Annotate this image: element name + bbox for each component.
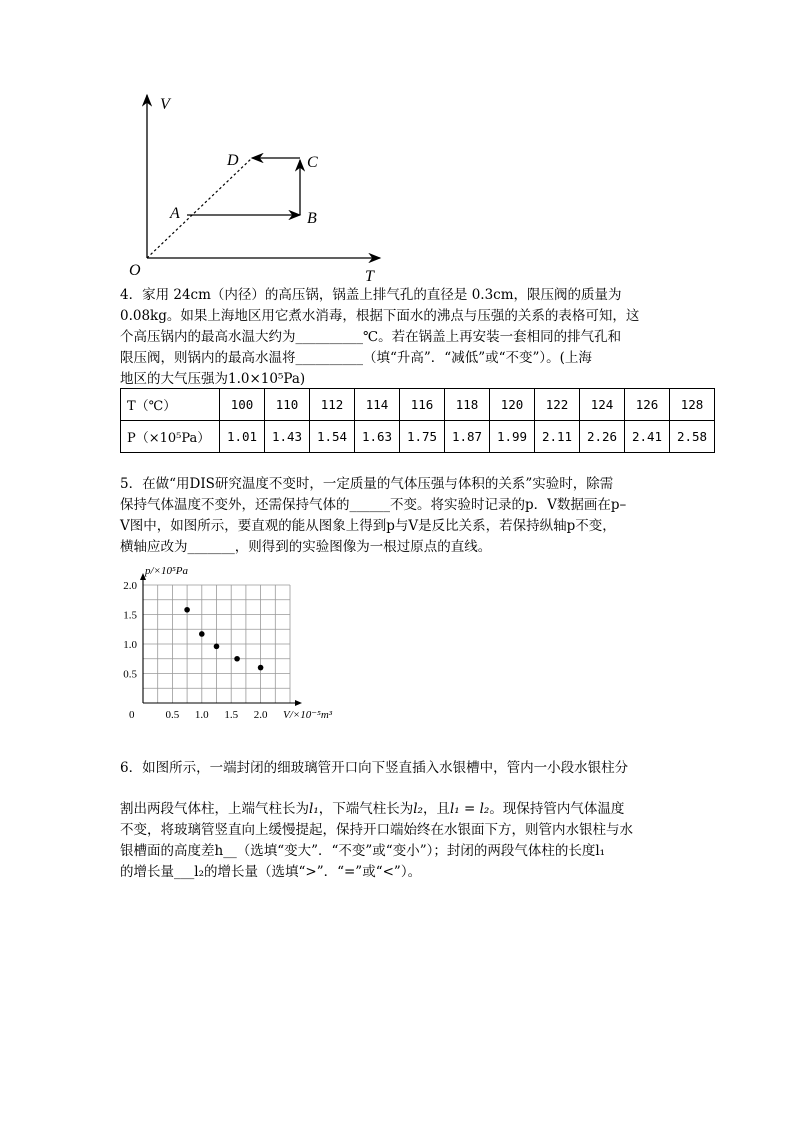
x-tick-label: 1.0 (194, 709, 209, 721)
table-row-pressure (121, 421, 715, 453)
table-cell: 124 (580, 389, 625, 421)
data-point (199, 631, 205, 637)
data-point (234, 656, 240, 662)
table-cell: 100 (220, 389, 265, 421)
table-cell: 2.11 (535, 421, 580, 453)
table-cell: 1.43 (265, 421, 310, 453)
t-axis-label: T (365, 268, 374, 285)
q4-line-5: 地区的大气压强为1.0×10⁵Pa) (120, 371, 306, 387)
q4-line-3: 个高压锅内的最高水温大约为__________℃。若在锅盖上再安装一套相同的排气孔和 (120, 329, 622, 345)
table-cell: 1.63 (355, 421, 400, 453)
question-5 (120, 474, 720, 558)
point-d-label: D (227, 152, 239, 169)
q6-line-4: 银槽面的高度差h__（选填“变大”．“不变”或“变小”）；封闭的两段气体柱的长度l₁ (120, 843, 606, 859)
table-cell: 114 (355, 389, 400, 421)
table-header-pressure: P（×10⁵Pa） (121, 421, 220, 453)
point-c-label: C (307, 154, 318, 171)
table-cell: 128 (670, 389, 715, 421)
table-cell: 1.54 (310, 421, 355, 453)
q4-line-2: 0.08kg。如果上海地区用它煮水消毒，根据下面水的沸点与压强的关系的表格可知，这 (120, 308, 640, 324)
q6-line-2 (120, 799, 720, 820)
q6-line-3: 不变，将玻璃管竖直向上缓慢提起，保持开口端始终在水银面下方，则管内水银柱与水 (120, 822, 633, 838)
q4-line-4: 限压阀，则锅内的最高水温将__________（填“升高”．“减低”或“不变”）。(上海 (120, 350, 592, 366)
table-cell: 126 (625, 389, 670, 421)
q5-line-4: 横轴应改为_______，则得到的实验图像为一根过原点的直线。 (120, 539, 492, 555)
q6-line-2d: 。现保持管内气体温度 (489, 801, 625, 817)
y-tick-label: 0.5 (123, 668, 137, 681)
table-cell: 122 (535, 389, 580, 421)
point-b-label: B (307, 210, 317, 227)
table-cell: 120 (490, 389, 535, 421)
table-cell: 116 (400, 389, 445, 421)
chart-axes (140, 573, 302, 706)
chart-origin-label: 0 (129, 709, 135, 721)
point-a-label: A (170, 205, 180, 222)
table-cell: 1.01 (220, 421, 265, 453)
isobar-dashed-line (147, 158, 252, 258)
q6-line-1: 6．如图所示，一端封闭的细玻璃管开口向下竖直插入水银槽中，管内一小段水银柱分 (120, 760, 629, 776)
table-cell: 1.87 (445, 421, 490, 453)
table-row-temperature (121, 389, 715, 421)
origin-label: O (129, 262, 141, 279)
table-cell: 1.99 (490, 421, 535, 453)
q5-line-1: 5．在做“用DIS研究温度不变时，一定质量的气体压强与体积的关系”实验时，除需 (120, 476, 614, 492)
table-cell: 1.75 (400, 421, 445, 453)
y-tick-label: 1.0 (123, 639, 137, 651)
x-axis-arrow (295, 700, 302, 706)
y-tick-label: 2.0 (123, 580, 137, 592)
data-point (184, 607, 190, 613)
boiling-point-table (120, 388, 715, 453)
table-cell: 2.26 (580, 421, 625, 453)
var-l2: l₂ (413, 801, 423, 817)
q5-line-2: 保持气体温度不变外，还需保持气体的______不变。将实验时记录的p．V数据画在p– (120, 497, 627, 513)
x-tick-label: 0.5 (165, 709, 180, 721)
equation-l1-equals-l2: l₁ = l₂ (449, 801, 490, 817)
q6-line-5: 的增长量___l₂的增长量（选填“>”．“=”或“<”）。 (120, 864, 422, 880)
x-tick-label: 2.0 (253, 709, 268, 721)
q4-line-1: 4．家用 24cm（内径）的高压锅，锅盖上排气孔的直径是 0.3cm，限压阀的质量为 (120, 287, 622, 303)
chart-points (184, 607, 263, 670)
table-header-temperature: T（℃） (121, 389, 220, 421)
y-tick-label: 1.5 (123, 609, 137, 622)
x-tick-label: 1.5 (224, 709, 239, 721)
q5-line-3: V图中，如图所示，要直观的能从图象上得到p与V是反比关系，若保持纵轴p不变， (120, 518, 616, 534)
chart-y-label: p/×10⁵Pa (145, 565, 189, 577)
q6-line-2a: 割出两段气体柱，上端气柱长为 (120, 801, 309, 817)
question-6 (120, 758, 720, 883)
table-cell: 110 (265, 389, 310, 421)
table-cell: 112 (310, 389, 355, 421)
question-4 (120, 285, 720, 390)
table-cell: 2.58 (670, 421, 715, 453)
v-axis-label: V (160, 96, 170, 113)
chart-x-label: V/×10⁻⁵m³ (283, 709, 333, 721)
q6-line-2c: ，且 (422, 801, 450, 817)
q6-line-2b: ，下端气柱长为 (318, 801, 414, 817)
pv-scatter-chart (115, 560, 355, 725)
data-point (214, 644, 220, 650)
var-l1: l₁ (309, 801, 319, 817)
data-point (258, 665, 264, 671)
table-cell: 118 (445, 389, 490, 421)
vt-diagram (120, 85, 400, 285)
table-cell: 2.41 (625, 421, 670, 453)
